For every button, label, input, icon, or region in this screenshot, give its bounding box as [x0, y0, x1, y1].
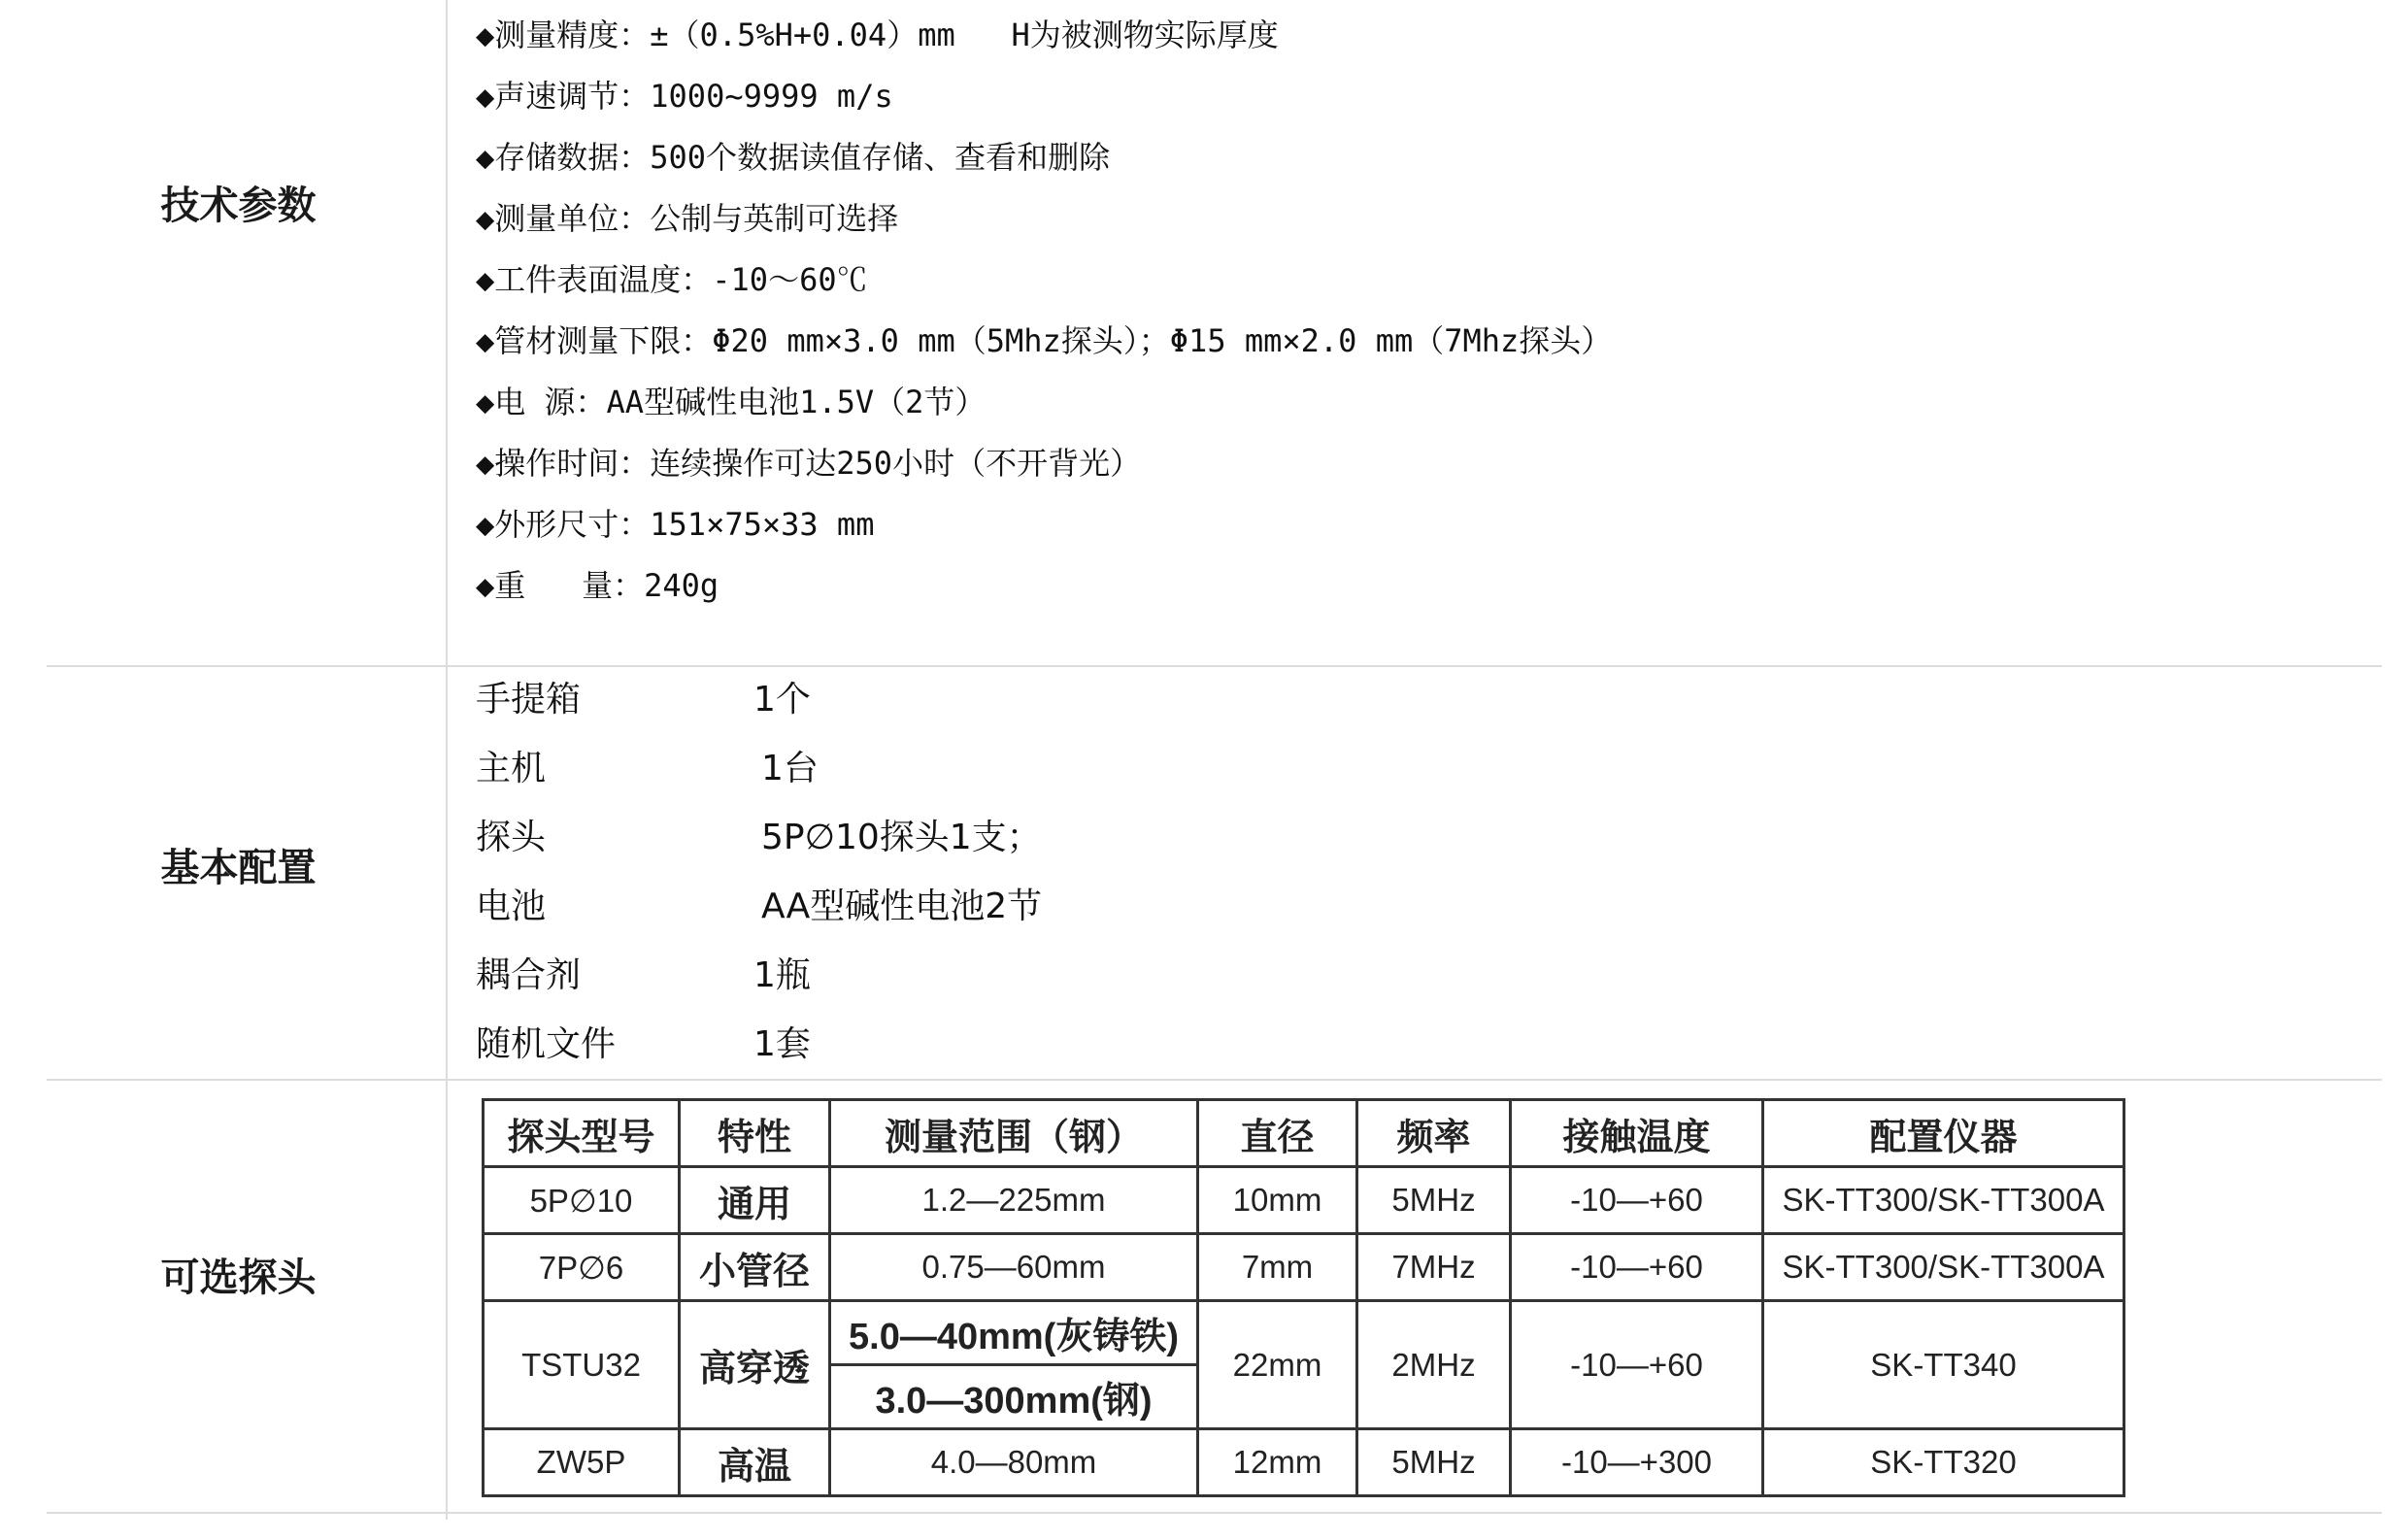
table-row — [484, 1234, 2124, 1301]
config-row — [476, 676, 1932, 745]
column-divider — [446, 0, 448, 1520]
table-cell: 5MHz — [1357, 1429, 1511, 1496]
table-cell: 1.2—225mm — [830, 1167, 1198, 1234]
table-cell: 高穿透 — [680, 1301, 830, 1429]
spec-item: ◆工件表面温度：-10～60℃ — [476, 261, 868, 298]
table-header-cell: 接触温度 — [1511, 1100, 1763, 1167]
table-cell: 7P∅6 — [484, 1234, 680, 1301]
table-cell: -10—+60 — [1511, 1234, 1763, 1301]
section-label-tech: 技术参数 — [160, 184, 317, 228]
config-item-name: 随机文件 — [476, 1024, 617, 1064]
table-cell: 通用 — [680, 1167, 830, 1234]
config-item-qty: 1套 — [753, 1024, 811, 1064]
spec-item: ◆外形尺寸：151×75×33 mm — [476, 506, 875, 543]
table-header-cell: 测量范围（钢） — [830, 1100, 1198, 1167]
table-cell: 3.0—300mm(钢) — [830, 1365, 1198, 1429]
spec-item: ◆声速调节：1000~9999 m/s — [476, 78, 893, 115]
section-label-probes: 可选探头 — [160, 1255, 317, 1300]
table-header-cell: 频率 — [1357, 1100, 1511, 1167]
table-cell: 高温 — [680, 1429, 830, 1496]
config-item-qty: 1瓶 — [753, 955, 811, 995]
config-list — [476, 676, 1932, 1089]
spec-item: ◆操作时间：连续操作可达250小时（不开背光） — [476, 445, 1142, 482]
row-divider — [47, 665, 2382, 667]
table-cell: 5.0—40mm(灰铸铁) — [830, 1301, 1198, 1365]
section-label-config: 基本配置 — [160, 846, 317, 890]
table-header-cell: 配置仪器 — [1763, 1100, 2124, 1167]
table-row — [484, 1301, 2124, 1365]
table-cell: 小管径 — [680, 1234, 830, 1301]
spec-item: ◆存储数据：500个数据读值存储、查看和删除 — [476, 139, 1111, 176]
spec-item: ◆测量单位：公制与英制可选择 — [476, 200, 899, 237]
config-item-qty: 5P∅10探头1支； — [761, 818, 1042, 857]
table-cell: SK-TT340 — [1763, 1301, 2124, 1429]
config-item-name: 耦合剂 — [476, 955, 582, 995]
config-item-qty: 1个 — [753, 680, 811, 720]
spec-list — [476, 14, 2321, 625]
table-cell: SK-TT300/SK-TT300A — [1763, 1167, 2124, 1234]
spec-item: ◆重 量：240g — [476, 567, 719, 604]
table-cell: -10—+60 — [1511, 1301, 1763, 1429]
table-cell: 5P∅10 — [484, 1167, 680, 1234]
table-row — [484, 1167, 2124, 1234]
table-cell: 7MHz — [1357, 1234, 1511, 1301]
spec-item: ◆测量精度：±（0.5%H+0.04）mm H为被测物实际厚度 — [476, 17, 1279, 53]
spec-item: ◆电 源：AA型碱性电池1.5V（2节） — [476, 384, 987, 420]
table-cell: -10—+300 — [1511, 1429, 1763, 1496]
table-cell: ZW5P — [484, 1429, 680, 1496]
table-cell: 10mm — [1198, 1167, 1357, 1234]
spec-item: ◆管材测量下限：Φ20 mm×3.0 mm（5Mhz探头）；Φ15 mm×2.0 mm（7Mhz探头） — [476, 322, 1613, 359]
table-cell: 5MHz — [1357, 1167, 1511, 1234]
table-row — [484, 1429, 2124, 1496]
table-cell: TSTU32 — [484, 1301, 680, 1429]
table-cell: SK-TT300/SK-TT300A — [1763, 1234, 2124, 1301]
table-cell: 12mm — [1198, 1429, 1357, 1496]
config-item-name: 手提箱 — [476, 680, 582, 720]
table-cell: 2MHz — [1357, 1301, 1511, 1429]
config-item-qty: 1台 — [761, 749, 819, 788]
config-item-name: 电池 — [476, 887, 547, 926]
config-item-qty: AA型碱性电池2节 — [761, 887, 1043, 926]
table-cell: SK-TT320 — [1763, 1429, 2124, 1496]
table-cell: 4.0—80mm — [830, 1429, 1198, 1496]
table-header-cell: 特性 — [680, 1100, 830, 1167]
config-item-name: 主机 — [476, 749, 547, 788]
table-header-row — [484, 1100, 2124, 1167]
config-row — [476, 745, 1932, 814]
probe-table — [482, 1098, 2125, 1497]
table-cell: 0.75—60mm — [830, 1234, 1198, 1301]
config-row — [476, 883, 1932, 952]
config-row — [476, 952, 1932, 1021]
table-header-cell: 直径 — [1198, 1100, 1357, 1167]
table-cell: 22mm — [1198, 1301, 1357, 1429]
table-cell: 7mm — [1198, 1234, 1357, 1301]
config-item-name: 探头 — [476, 818, 547, 857]
table-header-cell: 探头型号 — [484, 1100, 680, 1167]
config-row — [476, 814, 1932, 883]
table-cell: -10—+60 — [1511, 1167, 1763, 1234]
row-divider — [47, 1512, 2382, 1514]
config-row — [476, 1021, 1932, 1089]
